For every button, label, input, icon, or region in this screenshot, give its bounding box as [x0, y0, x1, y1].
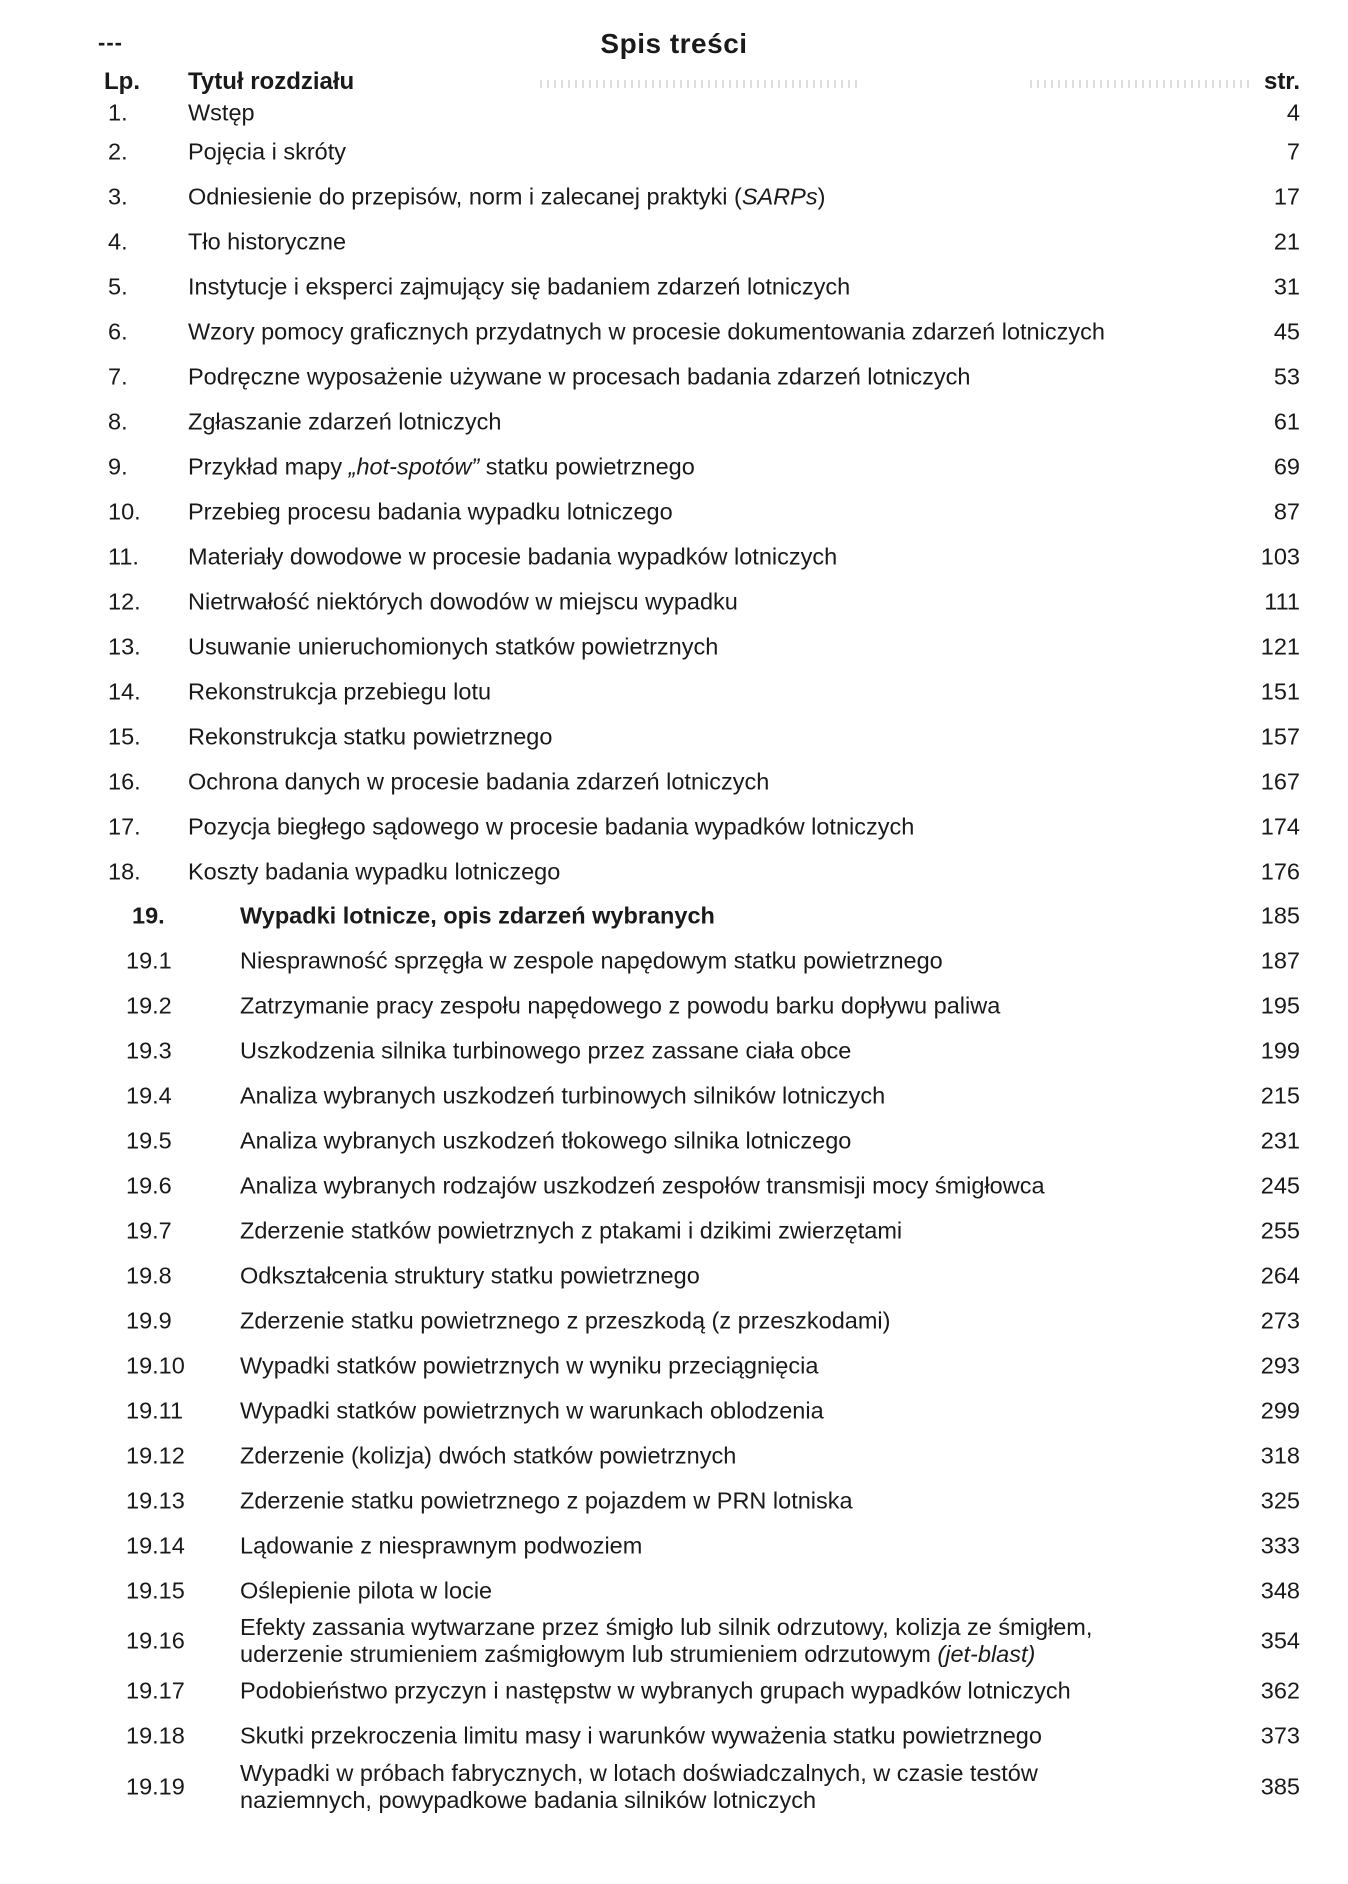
entry-number: 13. [108, 633, 141, 659]
entry-page-number: 362 [1260, 1677, 1300, 1704]
entry-number: 8. [108, 408, 128, 434]
toc-entry [0, 1253, 1348, 1298]
entry-number: 19.8 [126, 1262, 172, 1288]
entry-number: 15. [108, 723, 141, 749]
entry-title: Zderzenie statku powietrznego z pojazdem w PRN lotniska [240, 1487, 853, 1513]
toc-entry [0, 309, 1348, 354]
entry-title-italic: (jet-blast) [937, 1641, 1036, 1667]
entry-page-number: 318 [1260, 1442, 1300, 1468]
entry-title [240, 1614, 1170, 1668]
entry-number: 1. [108, 99, 128, 126]
entry-title: Zderzenie (kolizja) dwóch statków powietrznych [240, 1442, 737, 1468]
entry-title: Wypadki lotnicze, opis zdarzeń wybranych [240, 902, 715, 929]
header-dot-leader [540, 80, 860, 88]
toc-entry [0, 1523, 1348, 1568]
entry-page-number: 199 [1260, 1037, 1300, 1063]
entry-title-text: Odniesienie do przepisów, norm i zalecanej praktyki ( [188, 183, 742, 209]
entry-page-number: 69 [1273, 453, 1300, 479]
entry-title: Przebieg procesu badania wypadku lotniczego [188, 498, 673, 524]
header-dot-leader [1030, 80, 1250, 88]
toc-entry [0, 1343, 1348, 1388]
entry-title: Zderzenie statku powietrznego z przeszkodą (z przeszkodami) [240, 1307, 891, 1333]
toc-entry [0, 714, 1348, 759]
entry-page-number: 273 [1260, 1307, 1300, 1333]
toc-entry [0, 669, 1348, 714]
entry-page-number: 121 [1260, 633, 1300, 659]
toc-entry [0, 983, 1348, 1028]
entry-title: Wypadki statków powietrznych w warunkach oblodzenia [240, 1397, 824, 1423]
entry-number: 18. [108, 858, 141, 884]
toc-entry [0, 1163, 1348, 1208]
entry-page-number: 231 [1260, 1127, 1300, 1153]
entry-page-number: 4 [1286, 99, 1300, 126]
entry-number: 5. [108, 273, 128, 299]
entry-title: Podobieństwo przyczyn i następstw w wybranych grupach wypadków lotniczych [240, 1677, 1071, 1704]
entry-title: Wypadki w próbach fabrycznych, w lotach doświadczalnych, w czasie testów naziemnych, powypadkowe badania silników lotniczych [240, 1760, 1038, 1813]
entry-number: 19.6 [126, 1172, 172, 1198]
toc-entry [0, 1433, 1348, 1478]
toc-entry [0, 1478, 1348, 1523]
entry-number: 19.18 [126, 1722, 185, 1748]
toc-entry [0, 1298, 1348, 1343]
entry-title: Zderzenie statków powietrznych z ptakami i dzikimi zwierzętami [240, 1217, 903, 1243]
entry-page-number: 61 [1273, 408, 1300, 434]
column-header-page: str. [1263, 68, 1300, 95]
toc-entry [0, 96, 1348, 130]
entry-number: 19.5 [126, 1127, 172, 1153]
entry-title: Wzory pomocy graficznych przydatnych w procesie dokumentowania zdarzeń lotniczych [188, 318, 1105, 344]
entry-title: Zgłaszanie zdarzeń lotniczych [188, 408, 502, 434]
entry-title: Wypadki statków powietrznych w wyniku przeciągnięcia [240, 1352, 819, 1378]
entry-title [188, 183, 1228, 210]
entry-title: Ochrona danych w procesie badania zdarzeń lotniczych [188, 768, 770, 794]
entry-page-number: 53 [1273, 363, 1300, 389]
entry-title: Uszkodzenia silnika turbinowego przez zassane ciała obce [240, 1037, 852, 1063]
entry-title: Odkształcenia struktury statku powietrznego [240, 1262, 700, 1288]
entry-number: 9. [108, 453, 128, 479]
entry-title: Analiza wybranych uszkodzeń turbinowych silników lotniczych [240, 1082, 886, 1108]
toc-entry [0, 489, 1348, 534]
entry-number: 17. [108, 813, 141, 839]
entry-number: 19.14 [126, 1532, 185, 1558]
entry-number: 19.16 [126, 1627, 185, 1654]
entry-number: 19.7 [126, 1217, 172, 1243]
entry-title: Lądowanie z niesprawnym podwoziem [240, 1532, 643, 1558]
entry-page-number: 255 [1260, 1217, 1300, 1243]
toc-entry [0, 1028, 1348, 1073]
entry-title: Tło historyczne [188, 228, 347, 254]
toc-entry [0, 444, 1348, 489]
entry-number: 19.19 [126, 1773, 185, 1800]
entry-title: Usuwanie unieruchomionych statków powietrznych [188, 633, 719, 659]
entry-page-number: 264 [1260, 1262, 1300, 1288]
entry-number: 19.1 [126, 947, 172, 973]
entry-page-number: 45 [1273, 318, 1300, 344]
entry-title: Niesprawność sprzęgła w zespole napędowym statku powietrznego [240, 947, 943, 973]
entry-title-text: Przykład mapy [188, 453, 349, 479]
entry-number: 19.10 [126, 1352, 185, 1378]
entry-number: 11. [108, 543, 139, 569]
entry-page-number: 348 [1260, 1577, 1300, 1603]
entry-number: 19.3 [126, 1037, 172, 1063]
entry-page-number: 354 [1260, 1627, 1300, 1654]
entry-title: Koszty badania wypadku lotniczego [188, 858, 561, 884]
entry-number: 19.13 [126, 1487, 185, 1513]
toc-entry [0, 354, 1348, 399]
toc-entry [0, 1073, 1348, 1118]
toc-entry [0, 1388, 1348, 1433]
entry-page-number: 325 [1260, 1487, 1300, 1513]
entry-number: 19.12 [126, 1442, 185, 1468]
entry-number: 19.17 [126, 1677, 185, 1704]
toc-entry [0, 219, 1348, 264]
entry-title: Wstęp [188, 99, 255, 126]
toc-entry [0, 1713, 1348, 1758]
toc-list [0, 96, 1348, 1816]
entry-title: Instytucje i eksperci zajmujący się badaniem zdarzeń lotniczych [188, 273, 851, 299]
entry-page-number: 157 [1260, 723, 1300, 749]
entry-title: Nietrwałość niektórych dowodów w miejscu wypadku [188, 588, 738, 614]
toc-entry [0, 264, 1348, 309]
entry-page-number: 21 [1273, 228, 1300, 254]
entry-title: Analiza wybranych rodzajów uszkodzeń zespołów transmisji mocy śmigłowca [240, 1172, 1045, 1198]
toc-entry [0, 174, 1348, 219]
toc-entry [0, 759, 1348, 804]
toc-entry [0, 399, 1348, 444]
entry-number: 16. [108, 768, 141, 794]
entry-number: 4. [108, 228, 128, 254]
entry-page-number: 174 [1260, 813, 1300, 839]
entry-title: Zatrzymanie pracy zespołu napędowego z powodu barku dopływu paliwa [240, 992, 1001, 1018]
entry-page-number: 17 [1273, 183, 1300, 209]
entry-title-text: statku powietrznego [479, 453, 695, 479]
toc-entry [0, 534, 1348, 579]
entry-number: 19.2 [126, 992, 172, 1018]
entry-title: Materiały dowodowe w procesie badania wypadków lotniczych [188, 543, 838, 569]
entry-title: Rekonstrukcja statku powietrznego [188, 723, 553, 749]
toc-entry [0, 804, 1348, 849]
page-title: Spis treści [600, 28, 748, 59]
entry-page-number: 176 [1260, 858, 1300, 884]
toc-entry [0, 1758, 1348, 1816]
entry-title-text: ) [817, 183, 826, 209]
toc-entry [0, 624, 1348, 669]
entry-page-number: 103 [1260, 543, 1300, 569]
entry-page-number: 333 [1260, 1532, 1300, 1558]
entry-title: Pojęcia i skróty [188, 138, 347, 165]
entry-page-number: 385 [1260, 1773, 1300, 1800]
entry-page-number: 31 [1273, 273, 1300, 299]
entry-page-number: 185 [1260, 902, 1300, 929]
entry-title: Oślepienie pilota w locie [240, 1577, 493, 1603]
entry-page-number: 87 [1273, 498, 1300, 524]
entry-page-number: 167 [1260, 768, 1300, 794]
entry-number: 3. [108, 183, 128, 209]
entry-number: 14. [108, 678, 141, 704]
toc-entry [0, 1568, 1348, 1613]
corner-mark: --- [98, 30, 123, 55]
entry-title: Analiza wybranych uszkodzeń tłokowego silnika lotniczego [240, 1127, 852, 1153]
entry-number: 19.11 [126, 1397, 184, 1423]
entry-title: Podręczne wyposażenie używane w procesach badania zdarzeń lotniczych [188, 363, 971, 389]
entry-page-number: 373 [1260, 1722, 1300, 1748]
entry-page-number: 7 [1286, 138, 1300, 165]
toc-entry [0, 1669, 1348, 1713]
toc-entry [0, 1118, 1348, 1163]
toc-entry [0, 1208, 1348, 1253]
toc-header-row [0, 64, 1348, 98]
entry-page-number: 293 [1260, 1352, 1300, 1378]
entry-title-italic: „hot-spotów” [348, 453, 480, 479]
entry-number: 10. [108, 498, 141, 524]
entry-number: 6. [108, 318, 128, 344]
entry-title [188, 453, 1228, 480]
entry-page-number: 111 [1264, 588, 1300, 614]
entry-title-italic: SARPs [741, 183, 818, 209]
toc-entry [0, 938, 1348, 983]
entry-page-number: 151 [1260, 678, 1300, 704]
column-header-title: Tytuł rozdziału [188, 68, 355, 95]
entry-number: 12. [108, 588, 141, 614]
entry-page-number: 245 [1260, 1172, 1300, 1198]
entry-title-text: Efekty zassania wytwarzane przez śmigło lub silnik odrzutowy, kolizja ze śmigłem, uderzenie strumieniem zaśmigłowym lub strumieniem odrzutowym [240, 1614, 1093, 1667]
entry-number: 19.9 [126, 1307, 172, 1333]
entry-title: Pozycja biegłego sądowego w procesie badania wypadków lotniczych [188, 813, 915, 839]
entry-number: 19. [132, 902, 165, 929]
entry-page-number: 215 [1260, 1082, 1300, 1108]
entry-page-number: 195 [1260, 992, 1300, 1018]
entry-number: 19.15 [126, 1577, 185, 1603]
toc-entry [0, 130, 1348, 174]
toc-entry [0, 579, 1348, 624]
toc-entry [0, 849, 1348, 894]
entry-number: 2. [108, 138, 128, 165]
column-header-lp: Lp. [104, 68, 140, 95]
entry-title: Rekonstrukcja przebiegu lotu [188, 678, 492, 704]
entry-number: 19.4 [126, 1082, 172, 1108]
toc-entry [0, 1613, 1348, 1669]
entry-title: Skutki przekroczenia limitu masy i warunków wyważenia statku powietrznego [240, 1722, 1042, 1748]
entry-page-number: 299 [1260, 1397, 1300, 1423]
entry-number: 7. [108, 363, 128, 389]
toc-entry [0, 894, 1348, 938]
entry-page-number: 187 [1260, 947, 1300, 973]
